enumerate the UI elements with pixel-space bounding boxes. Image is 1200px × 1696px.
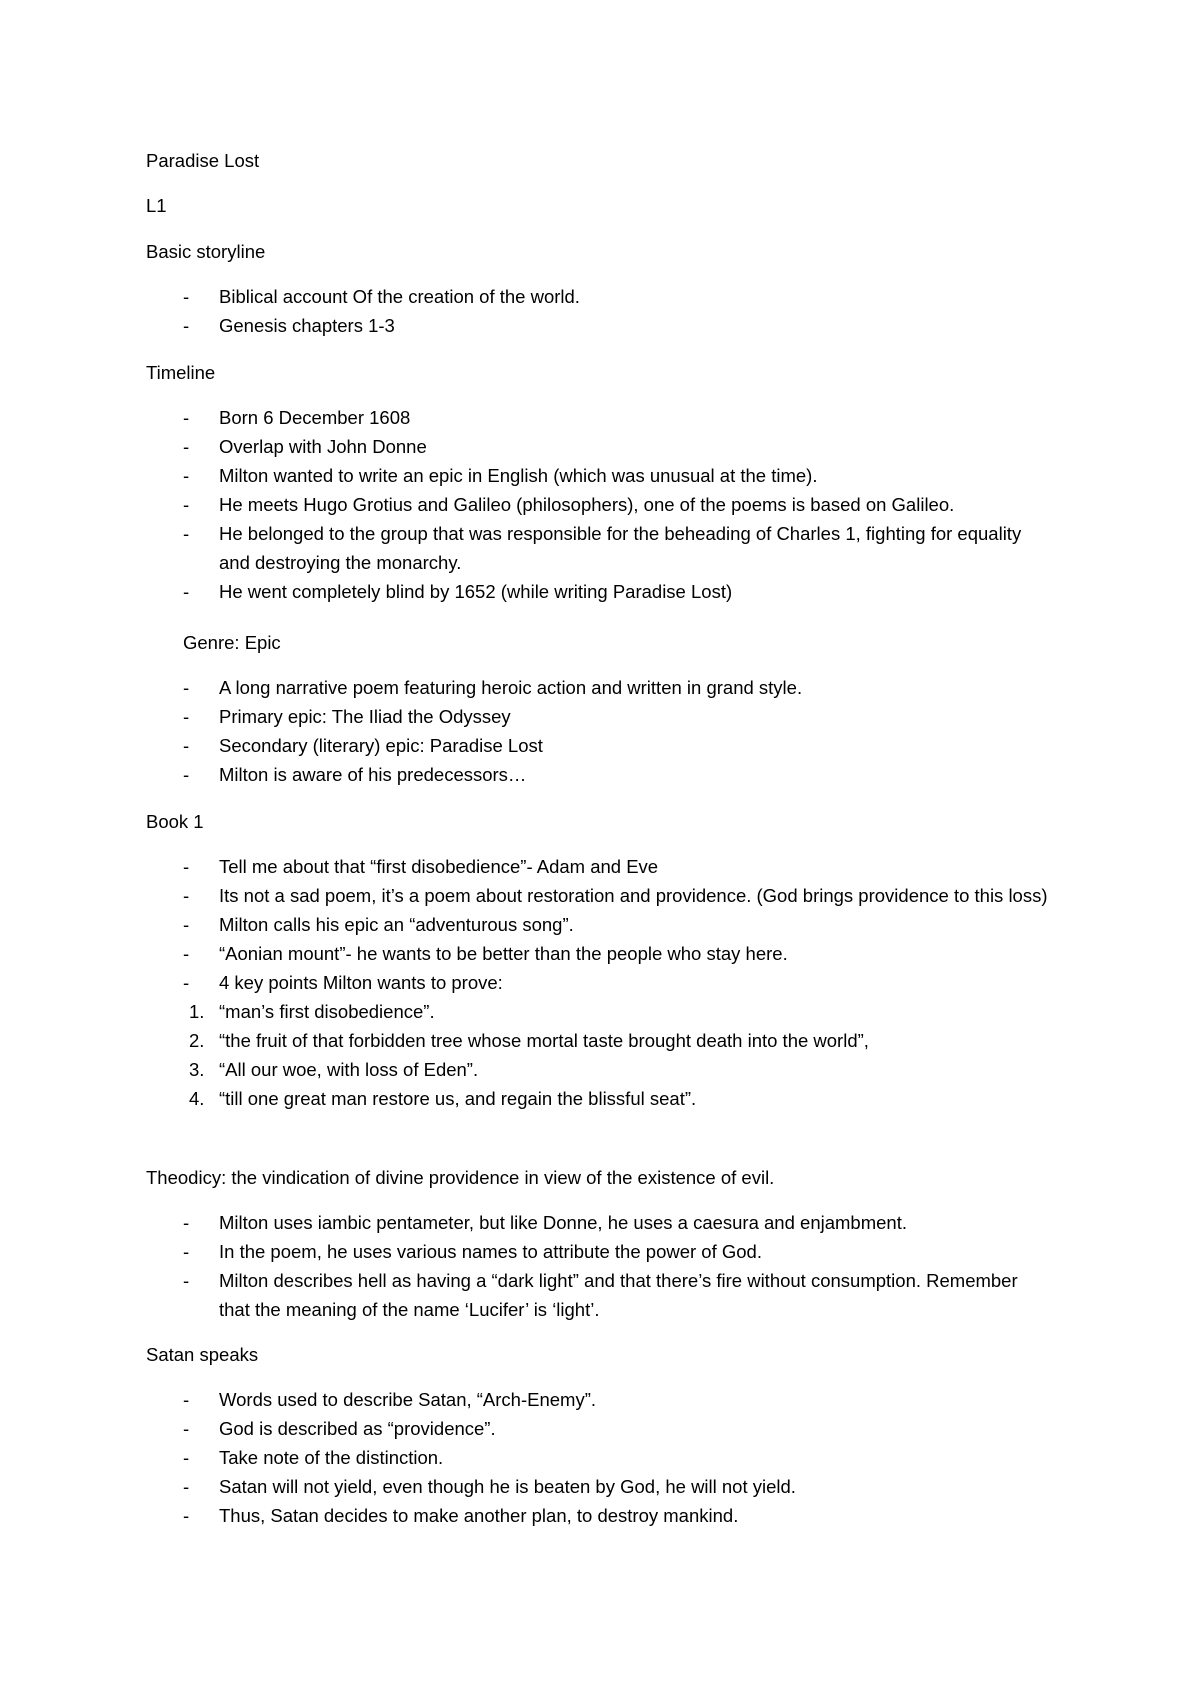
bullet-dash: - bbox=[183, 523, 190, 544]
numbered-item: 1. “man’s first disobedience”. bbox=[0, 997, 1051, 1026]
list-item: - Milton uses iambic pentameter, but like Donne, he uses a caesura and enjambment. bbox=[0, 1208, 1051, 1237]
timeline-list bbox=[0, 403, 1051, 606]
numbered-item: 2. “the fruit of that forbidden tree whose mortal taste brought death into the world”, bbox=[0, 1026, 1051, 1055]
section-heading-book-1: Book 1 bbox=[146, 811, 204, 832]
list-item: - Milton describes hell as having a “dark light” and that there’s fire without consumption. Remember that the meaning of the name ‘Lucifer’ is ‘light’. bbox=[0, 1266, 1051, 1324]
bullet-dash: - bbox=[183, 856, 190, 877]
list-item: - Thus, Satan decides to make another plan, to destroy mankind. bbox=[0, 1501, 796, 1530]
bullet-dash: - bbox=[183, 1447, 190, 1468]
list-number: 2. bbox=[189, 1030, 205, 1051]
list-item: - Words used to describe Satan, “Arch-Enemy”. bbox=[0, 1385, 796, 1414]
list-item: - Born 6 December 1608 bbox=[0, 403, 1051, 432]
list-item: - God is described as “providence”. bbox=[0, 1414, 796, 1443]
bullet-dash: - bbox=[183, 286, 190, 307]
genre-list bbox=[0, 673, 802, 789]
satan-speaks-list bbox=[0, 1385, 796, 1530]
section-heading-timeline: Timeline bbox=[146, 362, 216, 383]
list-item: - He meets Hugo Grotius and Galileo (philosophers), one of the poems is based on Galileo. bbox=[0, 490, 1051, 519]
numbered-item: 3. “All our woe, with loss of Eden”. bbox=[0, 1055, 1051, 1084]
bullet-dash: - bbox=[183, 465, 190, 486]
list-item: - Overlap with John Donne bbox=[0, 432, 1051, 461]
bullet-dash: - bbox=[183, 1212, 190, 1233]
bullet-dash: - bbox=[183, 407, 190, 428]
section-heading-basic-storyline: Basic storyline bbox=[146, 241, 266, 262]
bullet-dash: - bbox=[183, 914, 190, 935]
bullet-dash: - bbox=[183, 764, 190, 785]
bullet-dash: - bbox=[183, 1476, 190, 1497]
list-item: - Tell me about that “first disobedience”- Adam and Eve bbox=[0, 852, 1051, 881]
bullet-dash: - bbox=[183, 494, 190, 515]
bullet-dash: - bbox=[183, 436, 190, 457]
list-item: - Biblical account Of the creation of the world. bbox=[0, 282, 580, 311]
bullet-dash: - bbox=[183, 943, 190, 964]
list-item: - Milton is aware of his predecessors… bbox=[0, 760, 802, 789]
bullet-dash: - bbox=[183, 1270, 190, 1291]
list-number: 4. bbox=[189, 1088, 205, 1109]
list-item: - Take note of the distinction. bbox=[0, 1443, 796, 1472]
list-item: - A long narrative poem featuring heroic action and written in grand style. bbox=[0, 673, 802, 702]
section-heading-satan-speaks: Satan speaks bbox=[146, 1344, 259, 1365]
list-item: - Its not a sad poem, it’s a poem about restoration and providence. (God brings providence to this loss) bbox=[0, 881, 1051, 910]
bullet-dash: - bbox=[183, 735, 190, 756]
bullet-dash: - bbox=[183, 885, 190, 906]
list-number: 3. bbox=[189, 1059, 205, 1080]
section-heading-theodicy: Theodicy: the vindication of divine providence in view of the existence of evil. bbox=[146, 1167, 775, 1188]
list-item: - Satan will not yield, even though he is beaten by God, he will not yield. bbox=[0, 1472, 796, 1501]
list-item: - 4 key points Milton wants to prove: bbox=[0, 968, 1051, 997]
list-item: - Primary epic: The Iliad the Odyssey bbox=[0, 702, 802, 731]
list-item: - Milton calls his epic an “adventurous song”. bbox=[0, 910, 1051, 939]
bullet-dash: - bbox=[183, 1241, 190, 1262]
numbered-item: 4. “till one great man restore us, and regain the blissful seat”. bbox=[0, 1084, 1051, 1113]
list-item: - Milton wanted to write an epic in English (which was unusual at the time). bbox=[0, 461, 1051, 490]
bullet-dash: - bbox=[183, 1418, 190, 1439]
list-item: - He belonged to the group that was responsible for the beheading of Charles 1, fighting for equality and destroying the monarchy. bbox=[0, 519, 1051, 577]
bullet-dash: - bbox=[183, 581, 190, 602]
bullet-dash: - bbox=[183, 706, 190, 727]
bullet-dash: - bbox=[183, 315, 190, 336]
bullet-dash: - bbox=[183, 1505, 190, 1526]
document-title: Paradise Lost bbox=[146, 150, 260, 171]
bullet-dash: - bbox=[183, 972, 190, 993]
section-heading-genre: Genre: Epic bbox=[183, 632, 281, 653]
list-item: - Secondary (literary) epic: Paradise Lost bbox=[0, 731, 802, 760]
list-item: - Genesis chapters 1-3 bbox=[0, 311, 580, 340]
book-1-list bbox=[0, 852, 1051, 1113]
theodicy-list bbox=[0, 1208, 1051, 1324]
list-item: - “Aonian mount”- he wants to be better than the people who stay here. bbox=[0, 939, 1051, 968]
bullet-dash: - bbox=[183, 677, 190, 698]
list-item: - In the poem, he uses various names to attribute the power of God. bbox=[0, 1237, 1051, 1266]
list-item: - He went completely blind by 1652 (while writing Paradise Lost) bbox=[0, 577, 1051, 606]
list-number: 1. bbox=[189, 1001, 205, 1022]
lecture-label: L1 bbox=[146, 195, 167, 216]
basic-storyline-list bbox=[0, 282, 580, 340]
bullet-dash: - bbox=[183, 1389, 190, 1410]
